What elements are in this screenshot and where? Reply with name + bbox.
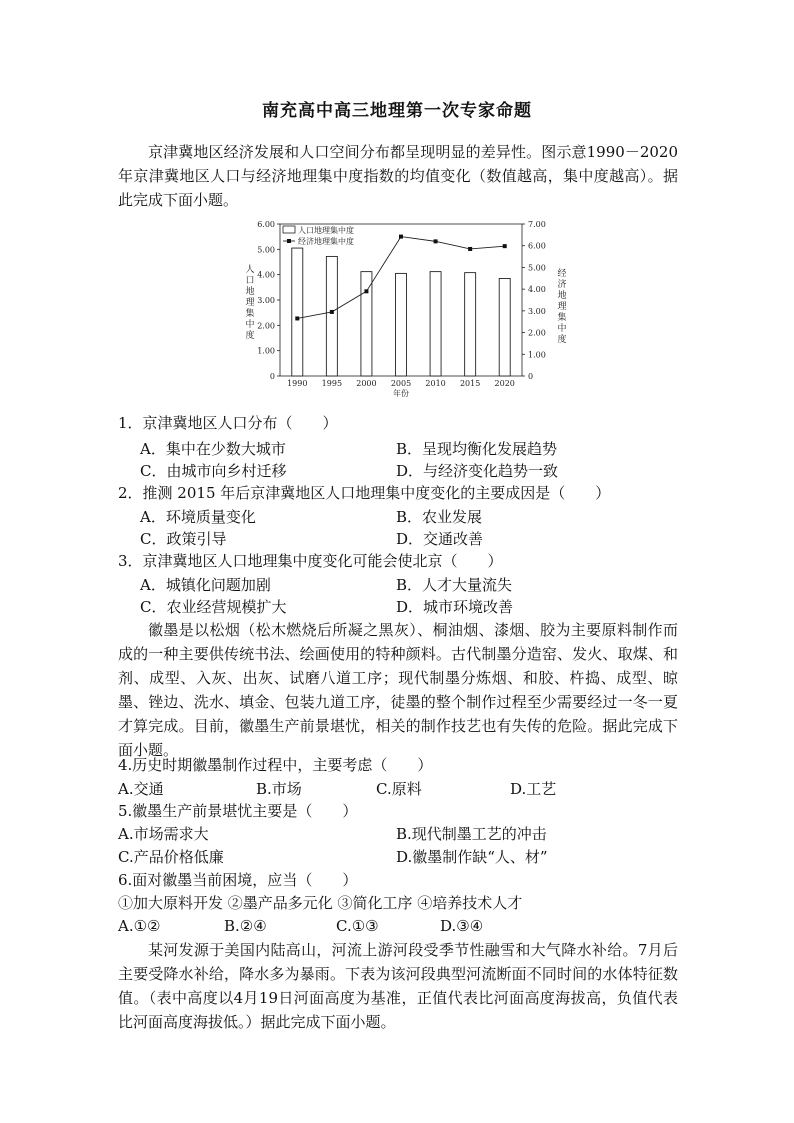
question-4-option-d[interactable]: D.工艺 xyxy=(510,780,557,798)
left-axis-tick-label: 6.00 xyxy=(257,220,275,229)
question-4-option-a[interactable]: A.交通 xyxy=(118,780,164,798)
economic-point xyxy=(295,316,299,320)
question-2-option-b[interactable]: B．农业发展 xyxy=(396,508,483,526)
left-axis-tick-label: 2.00 xyxy=(257,321,275,331)
intro-paragraph-3: 某河发源于美国内陆高山，河流上游河段受季节性融雪和大气降水补给。7月后主要受降水补给，降水多为暴雨。下表为该河段典型河流断面不同时间的水体特征数值。（表中高度以4月19日河面高度为基准，正值代表比河面高度海拔高，负值代表比河面高度海拔低。）据此完成下面小题。 xyxy=(118,941,678,1031)
population-bar xyxy=(465,273,476,376)
question-1-option-d[interactable]: D．与经济变化趋势一致 xyxy=(396,462,559,480)
question-3-stem: 3．京津冀地区人口地理集中度变化可能会使北京（ ） xyxy=(118,552,503,570)
population-bar xyxy=(430,272,441,376)
chart-legend xyxy=(283,225,354,246)
question-2-option-d[interactable]: D．交通改善 xyxy=(396,530,484,548)
intro-paragraph-1: 京津冀地区经济发展和人口空间分布都呈现明显的差异性。图示意1990－2020年京津冀地区人口与经济地理集中度指数的均值变化（数值越高，集中度越高）。据此完成下面小题。 xyxy=(118,143,678,209)
right-axis-tick-label: 1.00 xyxy=(528,350,546,360)
left-axis-tick-label: 5.00 xyxy=(257,245,275,255)
right-axis-label: 经济地理集中度 xyxy=(557,269,567,345)
right-axis-tick-label: 2.00 xyxy=(528,328,546,338)
left-axis-label: 人口地理集中度 xyxy=(245,265,255,341)
question-6-option-a[interactable]: A.①② xyxy=(118,917,161,935)
question-6-option-b[interactable]: B.②④ xyxy=(224,917,267,935)
right-axis-tick-label: 4.00 xyxy=(528,285,546,295)
left-axis-tick-label: 3.00 xyxy=(257,296,275,305)
question-5-option-b[interactable]: B.现代制墨工艺的冲击 xyxy=(396,825,547,843)
x-axis-tick-label: 2005 xyxy=(390,379,412,388)
x-axis-tick-label: 1995 xyxy=(321,379,343,388)
economic-point xyxy=(364,289,368,293)
x-axis-tick-label: 2000 xyxy=(356,379,377,388)
concentration-chart xyxy=(240,212,580,402)
question-1-option-c[interactable]: C．由城市向乡村迁移 xyxy=(140,462,287,480)
question-3-option-c[interactable]: C．农业经营规模扩大 xyxy=(140,598,287,616)
page-title: 南充高中高三地理第一次专家命题 xyxy=(262,101,532,121)
x-axis-label: 年份 xyxy=(393,389,409,398)
question-1-option-a[interactable]: A．集中在少数大城市 xyxy=(140,440,286,458)
question-3-option-a[interactable]: A．城镇化问题加剧 xyxy=(140,576,271,594)
left-axis-tick-label: 4.00 xyxy=(257,270,275,280)
question-3-option-b[interactable]: B．人才大量流失 xyxy=(396,576,513,594)
question-2-option-c[interactable]: C．政策引导 xyxy=(140,530,227,548)
question-5-option-a[interactable]: A.市场需求大 xyxy=(118,825,209,843)
x-axis-tick-label: 2015 xyxy=(459,379,481,388)
legend-label-population: 人口地理集中度 xyxy=(298,226,354,235)
question-3-option-d[interactable]: D．城市环境改善 xyxy=(396,598,514,616)
question-5-stem: 5.徽墨生产前景堪忧主要是（ ） xyxy=(118,802,358,820)
question-4-option-b[interactable]: B.市场 xyxy=(256,780,302,798)
x-axis-tick-label: 2020 xyxy=(494,379,515,388)
question-5-option-d[interactable]: D.徽墨制作缺“人、材” xyxy=(396,848,548,866)
population-bar xyxy=(499,278,510,376)
left-axis-tick-label: 0 xyxy=(269,372,275,381)
question-4-stem: 4.历史时期徽墨制作过程中，主要考虑（ ） xyxy=(118,756,433,774)
economic-point xyxy=(330,310,334,314)
question-6-option-d[interactable]: D.③④ xyxy=(440,917,484,935)
question-5-option-c[interactable]: C.产品价格低廉 xyxy=(118,848,224,866)
question-4-option-c[interactable]: C.原料 xyxy=(376,780,422,798)
economic-point xyxy=(503,244,507,248)
legend-line-marker xyxy=(287,239,291,243)
right-axis-tick-label: 6.00 xyxy=(528,241,546,251)
question-6-stem: 6.面对徽墨当前困境，应当（ ） xyxy=(118,871,358,889)
population-bar xyxy=(396,273,407,376)
question-1-option-b[interactable]: B．呈现均衡化发展趋势 xyxy=(396,440,558,458)
economic-point xyxy=(468,247,472,251)
right-axis-tick-label: 5.00 xyxy=(528,263,546,273)
economic-point xyxy=(434,239,438,243)
question-2-option-a[interactable]: A．环境质量变化 xyxy=(140,508,256,526)
population-bar xyxy=(292,248,303,376)
legend-label-economic: 经济地理集中度 xyxy=(298,237,354,246)
population-bar xyxy=(326,256,337,376)
x-axis-tick-label: 1990 xyxy=(287,379,308,388)
x-axis-tick-label: 2010 xyxy=(425,379,446,388)
question-2-stem: 2．推测 2015 年后京津冀地区人口地理集中度变化的主要成因是（ ） xyxy=(118,484,611,502)
right-axis-tick-label: 7.00 xyxy=(528,220,546,229)
right-axis-tick-label: 3.00 xyxy=(528,306,546,316)
question-1-stem: 1．京津冀地区人口分布（ ） xyxy=(118,414,338,432)
question-6-option-c[interactable]: C.①③ xyxy=(336,917,379,935)
population-bar xyxy=(361,272,372,376)
economic-point xyxy=(399,235,403,239)
right-axis-tick-label: 0 xyxy=(528,372,534,381)
question-6-items: ①加大原料开发 ②墨产品多元化 ③简化工序 ④培养技术人才 xyxy=(118,894,523,912)
left-axis-tick-label: 1.00 xyxy=(257,346,275,356)
intro-paragraph-2: 徽墨是以松烟（松木燃烧后所凝之黑灰）、桐油烟、漆烟、胶为主要原料制作而成的一种主要供传统书法、绘画使用的特种颜料。古代制墨分造窑、发火、取煤、和剂、成型、入灰、出灰、试磨八道工序；现代制墨分炼烟、和胶、杵捣、成型、晾墨、锉边、洗水、填金、包装九道工序，徒墨的整个制作过程至少需要经过一冬一夏才算完成。目前，徽墨生产前景堪忧，相关的制作技艺也有失传的危险。据此完成下面小题。 xyxy=(118,621,678,759)
legend-bar-swatch xyxy=(283,226,295,233)
